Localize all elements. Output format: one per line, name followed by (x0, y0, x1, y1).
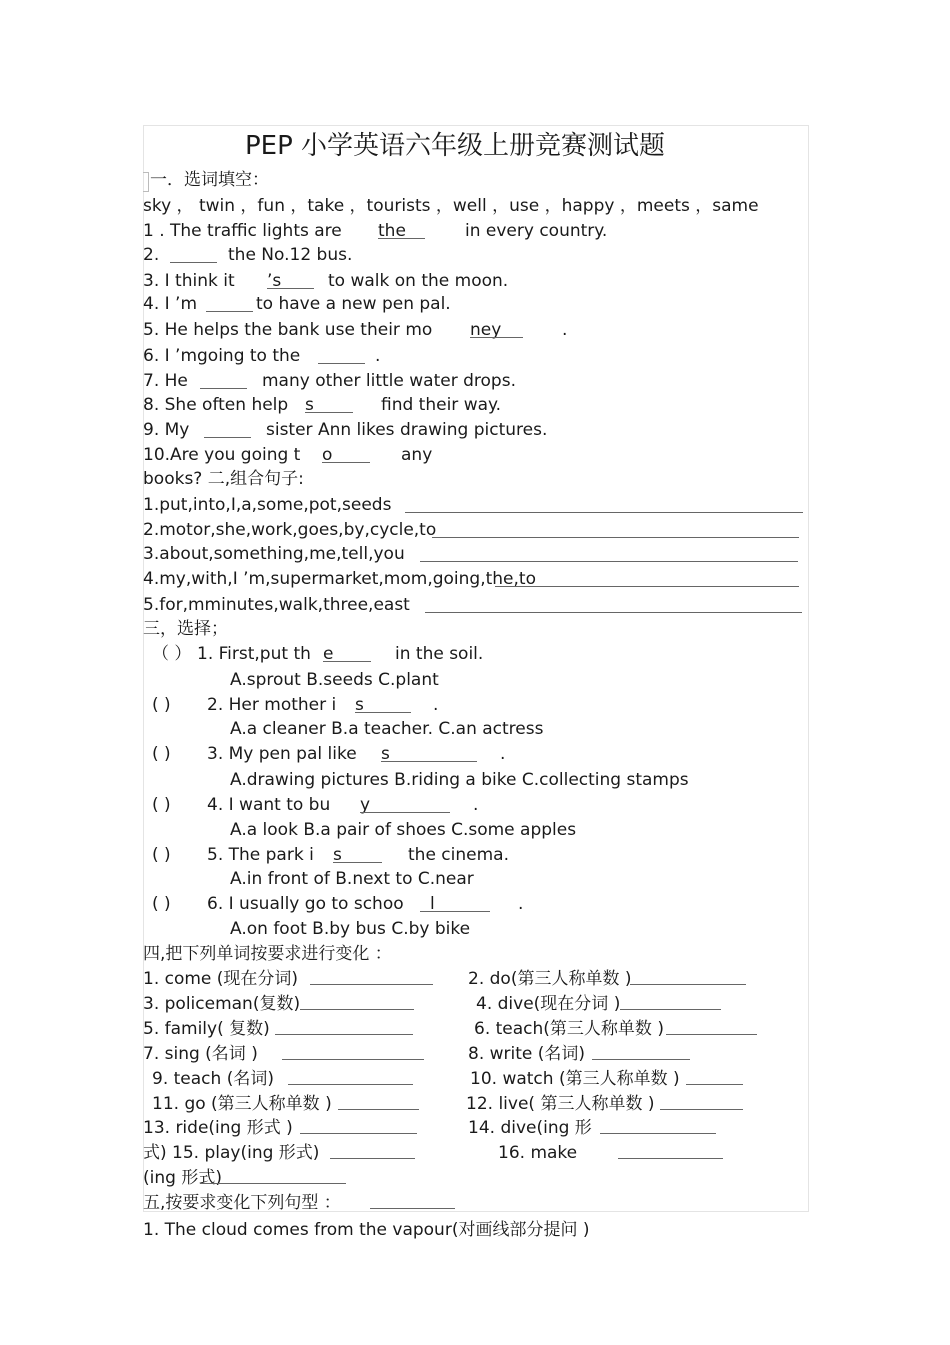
question-text-part: sister Ann likes drawing pictures. (266, 420, 548, 440)
answer-blank[interactable] (600, 1133, 716, 1134)
answer-blank[interactable] (318, 363, 365, 364)
word-change-left: 9. teach (名词) (152, 1069, 274, 1089)
wrap-line: books? 二,组合句子: (143, 469, 304, 489)
section-marker (143, 172, 149, 192)
answer-blank[interactable] (200, 388, 247, 389)
row16-text: 16. make (498, 1143, 578, 1163)
question-text: 6. I ’mgoing to the (143, 346, 301, 366)
answer-blank[interactable] (204, 437, 251, 438)
answer-options: A.on foot B.by bus C.by bike (230, 919, 471, 939)
answer-options: A.a look B.a pair of shoes C.some apples (230, 820, 577, 840)
answer-blank[interactable] (310, 984, 433, 985)
answer-blank[interactable] (420, 561, 798, 562)
answer-blank[interactable] (300, 1133, 417, 1134)
answer-blank[interactable] (206, 311, 253, 312)
answer-options: A.sprout B.seeds C.plant (230, 670, 439, 690)
answer-blank[interactable] (686, 1084, 743, 1085)
answer-options: A.a cleaner B.a teacher. C.an actress (230, 719, 544, 739)
question-text: 7. He (143, 371, 188, 391)
section3-heading: 三，选择； (143, 619, 228, 639)
answer-blank[interactable] (267, 288, 314, 289)
question-text-part: many other little water drops. (262, 371, 516, 391)
word-change-left: 11. go (第三人称单数 ) (152, 1094, 332, 1114)
question-text: 2. (143, 245, 160, 265)
question-text-part: . (473, 795, 479, 815)
word-change-right: 6. teach(第三人称单数 ) (474, 1019, 664, 1039)
answer-blank[interactable] (381, 761, 477, 762)
answer-blank[interactable] (170, 262, 217, 263)
answer-blank[interactable] (288, 1084, 413, 1085)
question-text: 3. My pen pal like (207, 744, 357, 764)
section5-item-1: 1. The cloud comes from the vapour(对画线部分提问 ) (143, 1220, 590, 1240)
answer-parentheses[interactable]: ( ) (152, 845, 171, 865)
question-text-part: . (518, 894, 524, 914)
answer-blank[interactable] (282, 1059, 424, 1060)
question-text-part: the No.12 bus. (228, 245, 353, 265)
question-text-part: to walk on the moon. (328, 271, 509, 291)
answer-blank[interactable] (425, 612, 802, 613)
question-text-part: the cinema. (408, 845, 509, 865)
word-change-left: 5. family( 复数) (143, 1019, 270, 1039)
answer-blank[interactable] (405, 512, 803, 513)
word-change-left: 13. ride(ing 形式 ) (143, 1118, 293, 1138)
answer-parentheses[interactable]: ( ) (152, 894, 171, 914)
answer-blank[interactable] (275, 1034, 413, 1035)
word-change-right: 4. dive(现在分词 ) (476, 994, 621, 1014)
question-text: 4. I ’m (143, 294, 198, 314)
question-text-part: s (333, 845, 342, 865)
question-text: 4. I want to bu (207, 795, 331, 815)
answer-blank[interactable] (333, 862, 382, 863)
question-text: 1 . The traffic lights are (143, 221, 342, 241)
word-change-right: 10. watch (第三人称单数 ) (470, 1069, 680, 1089)
question-text-part: y (360, 795, 371, 815)
row15-text: 式) 15. play(ing 形式) (143, 1143, 320, 1163)
sentence-words: 1.put,into,I,a,some,pot,seeds (143, 495, 392, 515)
question-text-part: . (562, 320, 568, 340)
question-text-part: . (433, 695, 439, 715)
section4-heading: 四,把下列单词按要求进行变化 ： (143, 944, 392, 964)
question-text: 6. I usually go to schoo (207, 894, 404, 914)
answer-parentheses[interactable]: （ ） (152, 644, 192, 664)
answer-parentheses[interactable]: ( ) (152, 695, 171, 715)
answer-blank[interactable] (666, 1034, 757, 1035)
question-text-part: ’s (267, 271, 282, 291)
question-text: 8. She often help (143, 395, 289, 415)
question-text-part: s (381, 744, 390, 764)
answer-blank[interactable] (305, 412, 353, 413)
word-change-left: 1. come (现在分词) (143, 969, 299, 989)
question-text-part: l (430, 894, 435, 914)
answer-blank[interactable] (355, 712, 411, 713)
question-text-part: ney (470, 320, 502, 340)
word-change-left: 7. sing (名词 ) (143, 1044, 258, 1064)
question-text: 9. My (143, 420, 190, 440)
question-text-part: the (378, 221, 406, 241)
sentence-words: 2.motor,she,work,goes,by,cycle,to (143, 520, 437, 540)
answer-blank[interactable] (630, 984, 746, 985)
answer-parentheses[interactable]: ( ) (152, 795, 171, 815)
question-text-part: in the soil. (395, 644, 484, 664)
answer-blank[interactable] (495, 586, 799, 587)
answer-blank[interactable] (420, 911, 490, 912)
question-text: 5. The park i (207, 845, 314, 865)
answer-blank[interactable] (618, 1158, 723, 1159)
question-text-part: o (322, 445, 333, 465)
answer-blank[interactable] (660, 1109, 743, 1110)
word-change-right: 14. dive(ing 形 (468, 1118, 592, 1138)
question-text-part: find their way. (381, 395, 502, 415)
answer-blank[interactable] (470, 337, 523, 338)
answer-blank[interactable] (330, 1158, 415, 1159)
question-text-part: . (500, 744, 506, 764)
answer-blank[interactable] (200, 1183, 346, 1184)
question-text-part: s (305, 395, 314, 415)
question-text-part: in every country. (465, 221, 608, 241)
answer-blank[interactable] (323, 661, 371, 662)
question-text: 1. First,put th (197, 644, 311, 664)
word-bank: sky ， twin ，fun ，take ，tourists ，well ，use ，happy ，meets ，same (143, 196, 759, 216)
word-change-right: 12. live( 第三人称单数 ) (466, 1094, 655, 1114)
answer-blank[interactable] (370, 1208, 455, 1209)
section1-heading: 一．选词填空： (150, 170, 269, 190)
answer-blank[interactable] (360, 812, 450, 813)
sentence-words: 3.about,something,me,tell,you (143, 544, 405, 564)
question-text: 3. I think it (143, 271, 235, 291)
question-text: 5. He helps the bank use their mo (143, 320, 433, 340)
row17-text: (ing 形式) (143, 1168, 222, 1188)
word-change-left: 3. policeman(复数) (143, 994, 301, 1014)
question-text-part: s (355, 695, 364, 715)
answer-parentheses[interactable]: ( ) (152, 744, 171, 764)
answer-blank[interactable] (620, 1009, 721, 1010)
question-text-part: e (323, 644, 334, 664)
answer-blank[interactable] (338, 1109, 419, 1110)
word-change-right: 8. write (名词) (468, 1044, 586, 1064)
question-text: 2. Her mother i (207, 695, 337, 715)
section5-heading: 五,按要求变化下列句型 ： (143, 1193, 341, 1213)
question-text: 10.Are you going t (143, 445, 301, 465)
answer-blank[interactable] (592, 1059, 690, 1060)
answer-blank[interactable] (322, 462, 370, 463)
page-title: PEP 小学英语六年级上册竞赛测试题 (245, 131, 666, 161)
answer-blank[interactable] (432, 537, 799, 538)
sentence-words: 4.my,with,I ’m,supermarket,mom,going,the,to (143, 569, 536, 589)
answer-blank[interactable] (300, 1009, 414, 1010)
sentence-words: 5.for,mminutes,walk,three,east (143, 595, 410, 615)
answer-options: A.drawing pictures B.riding a bike C.collecting stamps (230, 770, 689, 790)
answer-blank[interactable] (378, 238, 425, 239)
word-change-right: 2. do(第三人称单数 ) (468, 969, 632, 989)
question-text-part: to have a new pen pal. (256, 294, 451, 314)
question-text-part: . (375, 346, 381, 366)
answer-options: A.in front of B.next to C.near (230, 869, 474, 889)
question-text-part: any (401, 445, 433, 465)
